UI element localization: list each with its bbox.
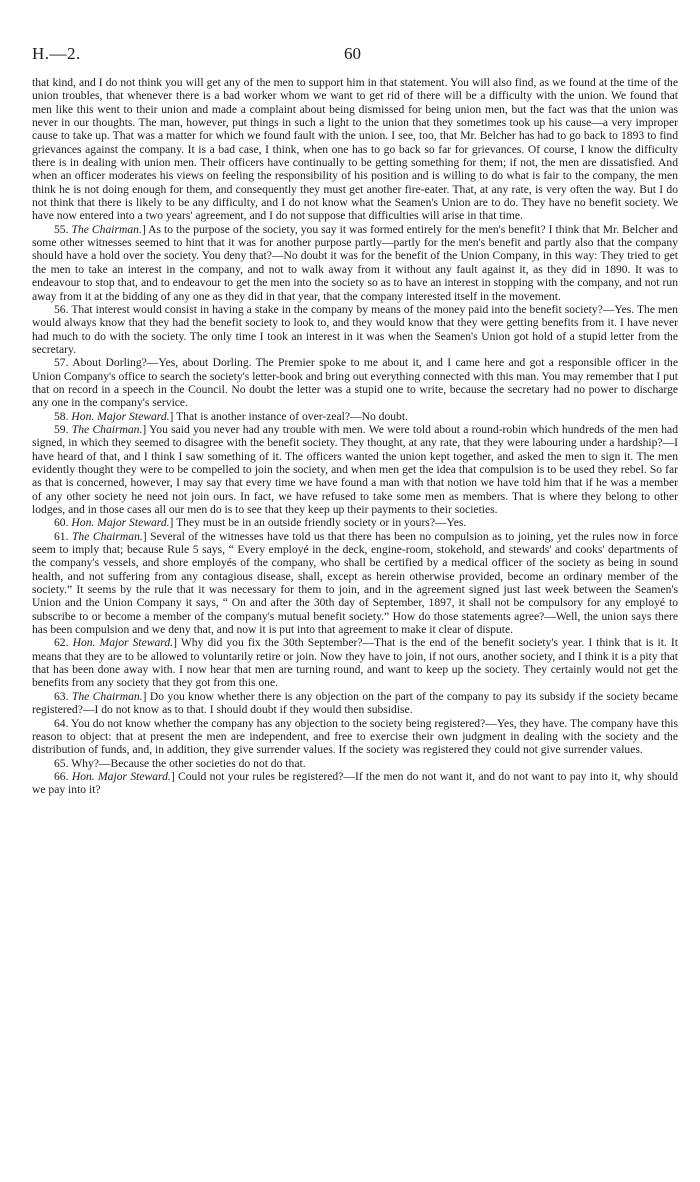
question-number: 56.: [54, 302, 69, 316]
paragraph: 66. Hon. Major Steward.] Could not your rules be registered?—If the men do not want it, and do not want to pay into it, why should we pay into it?: [32, 769, 678, 797]
paragraph: 58. Hon. Major Steward.] That is another instance of over-zeal?—No doubt.: [54, 409, 408, 423]
paragraph: [32, 757, 678, 770]
paragraph: 60. Hon. Major Steward.] They must be in an outside friendly society or in yours?—Yes.: [54, 516, 467, 530]
question-number: 62.: [54, 636, 69, 650]
question-number: 58.: [54, 409, 69, 423]
paragraph-text: Do you know whether there is any objection on the part of the company to pay its subsidy if the society became registered?—I do not know as to that. I should doubt if they would then subsidise.: [32, 689, 679, 717]
speaker: The Chairman.: [71, 422, 143, 436]
question-number: 61.: [54, 529, 69, 543]
speaker: Hon. Major Steward.: [71, 769, 171, 783]
page-header: [32, 44, 678, 64]
paragraph-text: Why?—Because the other societies do not do that.: [71, 756, 306, 770]
question-number: 63.: [54, 689, 69, 703]
paragraph: [32, 356, 678, 409]
speaker: Hon. Major Steward.: [71, 516, 170, 530]
question-number: 66.: [54, 769, 69, 783]
page-number: 60: [344, 44, 361, 63]
speaker: The Chairman.: [71, 222, 142, 236]
paragraph-text: They must be in an outside friendly society or in yours?—Yes.: [176, 516, 467, 530]
paragraph: 55. The Chairman.] As to the purpose of the society, you say it was formed entirely for the men's benefit? I think that Mr. Belcher and some other witnesses seemed to hint that it was for another purpose partly—partly for the men's benefit and partly also that the company should have a hold over the society. You deny that?—No doubt it was for the benefit of the Union Company, in this way: They tried to get the men to take an interest in the company, and not to walk away from it without any fault against it, as they did in 1890. It was to endeavour to stop that, and to endeavour to get the men into the society so as to have an interest in stopping with the company, and not run away from it at the bidding of any one as they did in that year, that the company interested itself in the movement.: [32, 222, 678, 303]
speaker: Hon. Major Steward.: [72, 636, 174, 650]
question-number: 59.: [54, 422, 69, 436]
question-number: 55.: [54, 222, 69, 236]
paragraph: 61. The Chairman.] Several of the witnesses have told us that there has been no compulsion as to joining, yet the rules now in force seem to imply that; because Rule 5 says, “ Every employé in the deck, engine-room, stokehold, and stewards' and cooks' departments of the company's vessels, and shore employés of the company, who shall be certified by a medical officer of the society as being in sound health, and not suffering from any contagious disease, shall, except as herein otherwise provided, become an ordinary member of the society.” It seems by the rule that it was necessary for them to join, and in the agreement signed just last week between the Seamen's Union and the Union Company it says, “ On and after the 30th day of September, 1897, it shall not be compulsory for any employé to subscribe to or become a member of the company's mutual benefit society.” How do those statements agree?—Well, the union says there has been compulsion and we deny that, and now it is put into that agreement to make it clear of dispute.: [32, 529, 678, 637]
question-number: 57.: [54, 356, 69, 370]
question-number: 60.: [54, 516, 69, 530]
question-number: 65.: [54, 756, 69, 770]
paragraph-text: As to the purpose of the society, you say it was formed entirely for the men's benefit? I think that Mr. Belcher and some other witnesses seemed to hint that it was for another purpose partly—partly for the men's benefit and partly also that the company should have a hold over the society. You deny that?—No doubt it was for the benefit of the Union Company, in this way: They tried to get the men to take an interest in the company, and not to walk away from it without any fault against it, as they did in 1890. It was to endeavour to stop that, and to endeavour to get the men into the society so as to have an interest in stopping with the company, and not run away from it at the bidding of any one as they did in that year, that the company interested itself in the movement.: [32, 222, 678, 303]
paragraph-text: About Dorling?—Yes, about Dorling. The Premier spoke to me about it, and I came here and got a responsible officer in the Union Company's office to search the society's letter-book and bring out everything connected with this man. You may remember that I put that on record in a speech in the Council. No doubt the letter was a stupid one to write, because the secretary had no power to discharge any one in the company's service.: [32, 356, 678, 410]
speaker: The Chairman.: [71, 689, 143, 703]
document-reference: H.—2.: [32, 44, 81, 63]
question-number: 64.: [54, 716, 69, 730]
paragraph: [32, 76, 678, 223]
speaker: Hon. Major Steward.: [71, 409, 170, 423]
document-body: [32, 76, 678, 797]
paragraph: [32, 303, 678, 356]
paragraph: 63. The Chairman.] Do you know whether there is any objection on the part of the company to pay its subsidy if the society became registered?—I do not know as to that. I should doubt if they would then subsidise.: [32, 689, 679, 717]
paragraph: 59. The Chairman.] You said you never had any trouble with men. We were told about a round-robin which hundreds of the men had signed, in which they seemed to disagree with the benefit society. They thought, at any rate, that they were labouring under a hardship?—I have heard of that, and I think I saw something of it. The officers wanted the union kept together, and asked the men to sign it. The men evidently thought they were to be compelled to join the society, and when men get the idea that compulsion is to be used they rebel. So far as that is concerned, however, I may say that every time we have found a man with that notion we have told him that if he was a member of any other society he need not join ours. In fact, we have refused to take some men as members. That is where they belong to other lodges, and in those cases all our men do is to see that they keep up their payments to their societies.: [32, 422, 679, 516]
paragraph-text: That is another instance of over-zeal?—No doubt.: [176, 409, 408, 423]
paragraph-text: Several of the witnesses have told us that there has been no compulsion as to joining, yet the rules now in force seem to imply that; because Rule 5 says, “ Every employé in the deck, engine-room, stokehold, and stewards' and cooks' departments of the company's vessels, and shore employés of the company, who shall be certified by a medical officer of the society as being in sound health, and not suffering from any contagious disease, shall, except as herein otherwise provided, become an ordinary member of the society.” It seems by the rule that it was necessary for them to join, and in the agreement signed just last week between the Seamen's Union and the Union Company it says, “ On and after the 30th day of September, 1897, it shall not be compulsory for any employé to subscribe to or become a member of the company's mutual benefit society.” How do those statements agree?—Well, the union says there has been compulsion and we deny that, and now it is put into that agreement to make it clear of dispute.: [32, 529, 678, 637]
paragraph: [32, 717, 678, 757]
paragraph-text: Could not your rules be registered?—If the men do not want it, and do not want to pay into it, why should we pay into it?: [32, 769, 678, 797]
speaker: The Chairman.: [71, 529, 143, 543]
paragraph-text: You do not know whether the company has any objection to the society being registered?—Yes, they have. The company have this reason to object: that at present the men are independent, and free to exercise their own judgment in dealing with the society and the distribution of funds, and, in addition, they give surrender values. If the society was registered they could not give surrender values.: [32, 716, 678, 757]
paragraph: 62. Hon. Major Steward.] Why did you fix the 30th September?—That is the end of the benefit society's year. I think that is it. It means that they are to be allowed to voluntarily retire or join. Now they have to join, if not ours, another society, and I think it is a pity that that has been done away with. I now hear that men are turning round, and want to keep up the society. They certainly would not get the benefits from any society that they got from this one.: [32, 636, 678, 690]
paragraph-text: That interest would consist in having a stake in the company by means of the money paid into the benefit society?—Yes. The men would always know that they had the benefit society to look to, and they would know that they were getting benefits from it. I have never had much to do with the society. The only time I took an interest in it was when the Seamen's Union got hold of a stupid letter from the secretary.: [32, 302, 678, 356]
paragraph-text: that kind, and I do not think you will get any of the men to support him in that statement. You will also find, as we found at the time of the union troubles, that whenever there is a bad worker whom we want to get rid of there will be a difficulty with the union. We found that men like this went to their union and made a complaint about being dismissed for being union men, but the fact was that the union was never in our thoughts. The man, however, put things in such a light to the union that they sometimes took up his cause—a very improper cause to take up. That was a matter for which we found fault with the union. I see, too, that Mr. Belcher has had to go back to 1893 to find grievances against the company. It is a bad case, I think, when one has to go back so far for grievances. Of course, I know the difficulty there is in dealing with union men. Their officers have continually to be getting something for them; if not, the men are dissatisfied. And when an officer moderates his views on feeling the responsibility of his position and is willing to do what is fair to the company, the men think he is not doing enough for them, and consequently they must get another fire-eater. That, at any rate, is very often the way. But I do not think that there is likely to be any difficulty, and I do not know what the Seamen's Union are to do. They have no benefit society. We have now entered into a two years' agreement, and I do not suppose that difficulties will arise in that time.: [32, 76, 678, 223]
paragraph-text: You said you never had any trouble with men. We were told about a round-robin which hundreds of the men had signed, in which they seemed to disagree with the benefit society. They thought, at any rate, that they were labouring under a hardship?—I have heard of that, and I think I saw something of it. The officers wanted the union kept together, and asked the men to sign it. The men evidently thought they were to be compelled to join the society, and when men get the idea that compulsion is to be used they rebel. So far as that is concerned, however, I may say that every time we have found a man with that notion we have told him that if he was a member of any other society he need not join ours. In fact, we have refused to take some men as members. That is where they belong to other lodges, and in those cases all our men do is to see that they keep up their payments to their societies.: [32, 422, 679, 516]
paragraph-text: Why did you fix the 30th September?—That is the end of the benefit society's year. I think that is it. It means that they are to be allowed to voluntarily retire or join. Now they have to join, if not ours, another society, and I think it is a pity that that has been done away with. I now hear that men are turning round, and want to keep up the society. They certainly would not get the benefits from any society that they got from this one.: [32, 636, 678, 690]
